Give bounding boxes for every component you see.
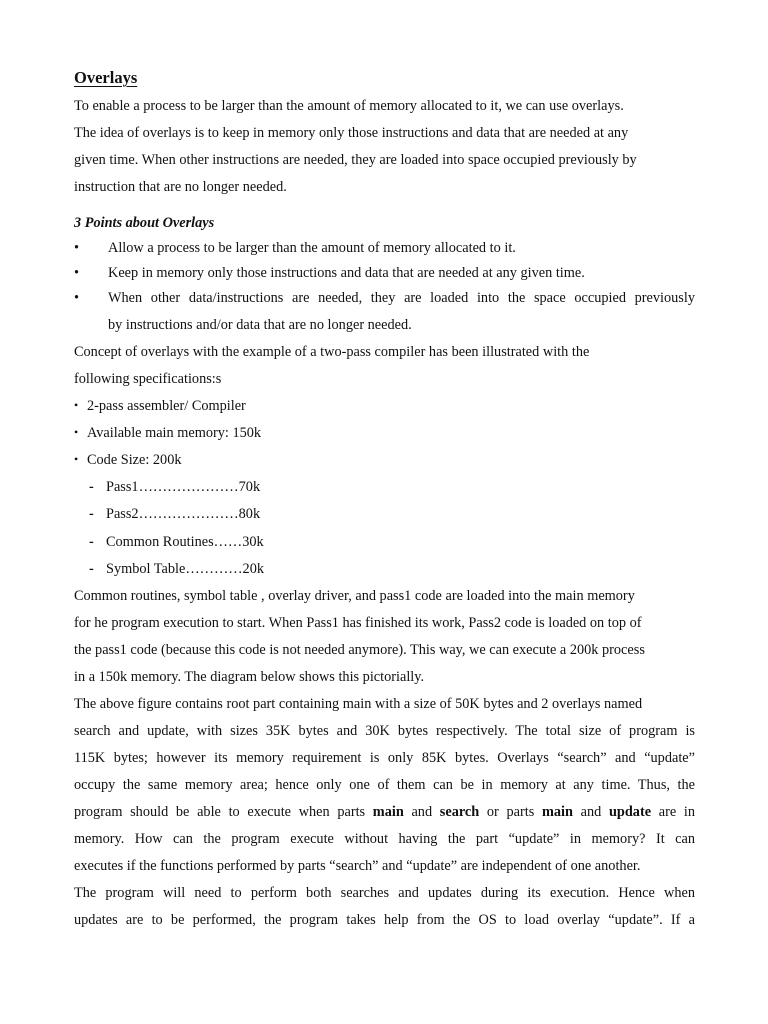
- common-line-2: for he program execution to start. When Pass1 has finished its work, Pass2 code is loaded on top of: [74, 615, 642, 631]
- figure-line-4: occupy the same memory area; hence only one of them can be in memory at any time. Thus, the: [74, 777, 695, 793]
- point-text: When other data/instructions are needed, they are loaded into the space occupied previously: [108, 290, 695, 306]
- intro-line-3: given time. When other instructions are needed, they are loaded into space occupied previously by: [74, 152, 637, 168]
- spec-text: Code Size: 200k: [87, 452, 182, 468]
- figure-line-7: executes if the functions performed by parts “search” and “update” are independent of one another.: [74, 858, 641, 874]
- page-title: Overlays: [74, 68, 138, 87]
- point-item-3-continued: by instructions and/or data that are no longer needed.: [108, 317, 412, 333]
- figure-text: and: [572, 804, 609, 820]
- bullet-icon: •: [74, 425, 79, 439]
- code-part-text: Common Routines……30k: [106, 534, 264, 550]
- dash-icon: -: [89, 561, 94, 577]
- dash-icon: -: [89, 506, 94, 522]
- points-heading: 3 Points about Overlays: [74, 215, 215, 231]
- figure-line-3: 115K bytes; however its memory requirement is only 85K bytes. Overlays “search” and “update”: [74, 750, 695, 766]
- code-part-text: Pass2…………………80k: [106, 506, 261, 522]
- bold-term-update: update: [608, 804, 652, 820]
- code-part-text: Pass1…………………70k: [106, 479, 261, 495]
- bullet-icon: •: [74, 265, 80, 281]
- bold-term-main: main: [541, 804, 573, 820]
- concept-line-1: Concept of overlays with the example of a two-pass compiler has been illustrated with the: [74, 344, 590, 360]
- concept-line-2: following specifications:s: [74, 371, 222, 387]
- bullet-icon: •: [74, 240, 80, 256]
- bullet-icon: •: [74, 290, 80, 306]
- code-part-text: Symbol Table…………20k: [106, 561, 264, 577]
- intro-line-1: To enable a process to be larger than the amount of memory allocated to it, we can use overlays.: [74, 98, 624, 114]
- figure-text: are in: [651, 804, 695, 820]
- bullet-icon: •: [74, 452, 79, 466]
- spec-text: Available main memory: 150k: [87, 425, 262, 441]
- intro-line-2: The idea of overlays is to keep in memory only those instructions and data that are needed at any: [74, 125, 629, 141]
- figure-line-9: updates are to be performed, the program takes help from the OS to load overlay “update”. If a: [74, 912, 695, 928]
- figure-text: or parts: [479, 804, 542, 820]
- bold-term-search: search: [439, 804, 480, 820]
- common-line-3: the pass1 code (because this code is not needed anymore). This way, we can execute a 200k process: [74, 642, 645, 658]
- dash-icon: -: [89, 479, 94, 495]
- figure-line-8: The program will need to perform both searches and updates during its execution. Hence when: [74, 885, 695, 901]
- dash-icon: -: [89, 534, 94, 550]
- point-text: Keep in memory only those instructions and data that are needed at any given time.: [108, 265, 585, 281]
- figure-line-1: The above figure contains root part containing main with a size of 50K bytes and 2 overlays named: [74, 696, 643, 712]
- common-line-4: in a 150k memory. The diagram below shows this pictorially.: [74, 669, 425, 685]
- spec-text: 2-pass assembler/ Compiler: [87, 398, 246, 414]
- figure-line-2: search and update, with sizes 35K bytes and 30K bytes respectively. The total size of program is: [74, 723, 695, 739]
- figure-text: program should be able to execute when parts: [74, 804, 373, 820]
- figure-line-5: [74, 804, 695, 821]
- common-line-1: Common routines, symbol table , overlay driver, and pass1 code are loaded into the main memory: [74, 588, 635, 604]
- figure-line-6: memory. How can the program execute without having the part “update” in memory? It can: [74, 831, 695, 847]
- bold-term-main: main: [372, 804, 404, 820]
- point-text: Allow a process to be larger than the amount of memory allocated to it.: [108, 240, 516, 256]
- intro-line-4: instruction that are no longer needed.: [74, 179, 287, 195]
- figure-text: and: [403, 804, 440, 820]
- bullet-icon: •: [74, 398, 79, 412]
